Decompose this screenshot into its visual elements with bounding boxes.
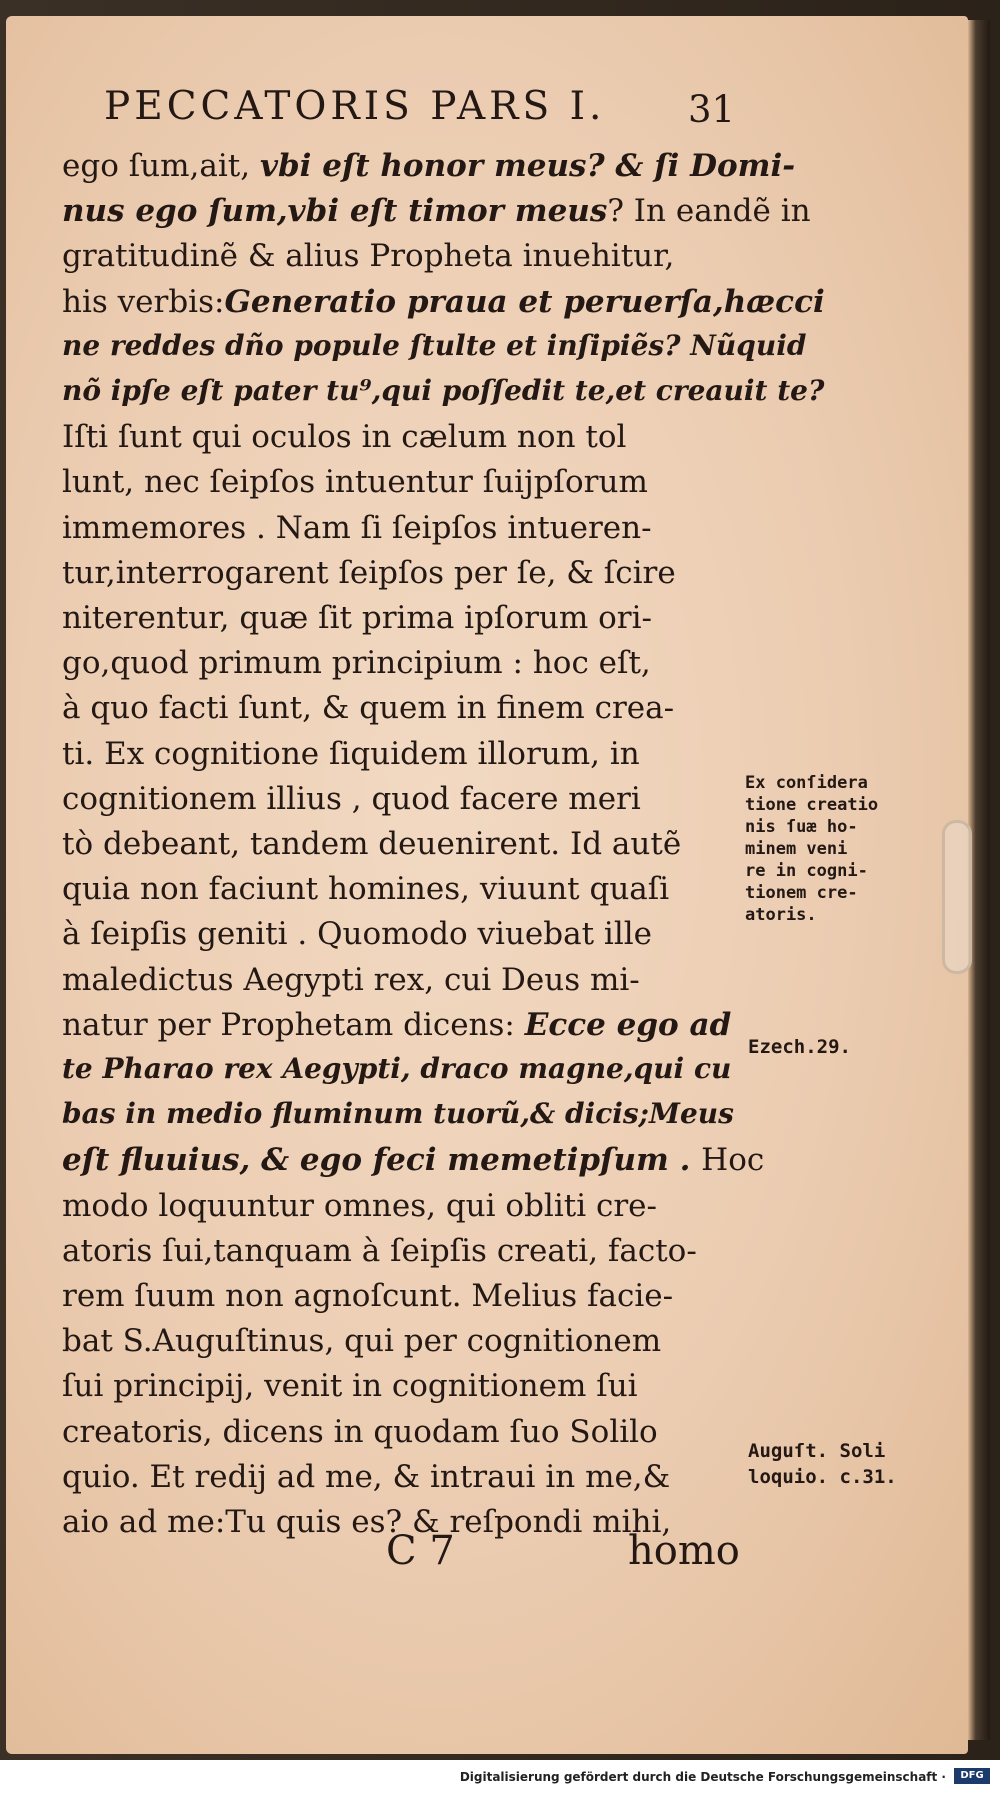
text-line xyxy=(62,871,669,907)
roman-segment: natur per Prophetam dicens: xyxy=(62,1006,525,1043)
roman-segment: atoris ſui,tanquam à ſeipſis creati, facto- xyxy=(62,1232,697,1269)
text-line xyxy=(62,510,652,546)
text-line xyxy=(62,1459,670,1495)
roman-segment: aio ad me:Tu quis es? & reſpondi mihi, xyxy=(62,1504,672,1540)
roman-segment: lunt, nec ſeipſos intuentur ſuijpſorum xyxy=(62,464,648,501)
italic-segment: vbi eſt honor meus? & ſi Domi- xyxy=(259,148,796,184)
text-line xyxy=(62,193,811,229)
text-line xyxy=(62,962,640,998)
text-line xyxy=(62,1323,661,1359)
text-line xyxy=(62,1233,697,1269)
roman-segment: quia non faciunt homines, viuunt quaſi xyxy=(62,871,670,908)
italic-segment: ne reddes dño popule ſtulte et inſipiẽs? Nũquid xyxy=(62,328,807,362)
text-line xyxy=(62,916,652,952)
text-line xyxy=(62,826,681,862)
running-title: PECCATORIS PARS I. xyxy=(104,84,606,129)
margin-note-line: Auguſt. Soli xyxy=(748,1440,886,1462)
text-line xyxy=(62,1188,657,1224)
text-line xyxy=(62,329,806,362)
roman-segment: Hoc xyxy=(701,1142,765,1179)
italic-segment: nus ego ſum,vbi eſt timor meus xyxy=(62,193,608,230)
text-line xyxy=(62,1278,673,1314)
text-line xyxy=(62,238,674,274)
text-line xyxy=(62,419,626,455)
roman-segment: niterentur, quæ ſit prima ipſorum ori- xyxy=(62,600,652,636)
footer-bar xyxy=(0,1760,1000,1796)
margin-note-ezech xyxy=(748,1036,851,1058)
margin-note-line: nis ſuæ ho- xyxy=(745,817,858,837)
roman-segment: à quo facti ſunt, & quem in finem crea- xyxy=(62,690,675,727)
margin-note-line: tionem cre- xyxy=(745,883,858,903)
text-line xyxy=(62,464,648,500)
text-line xyxy=(62,374,824,407)
page-number: 31 xyxy=(688,88,736,131)
signature-mark: C 7 xyxy=(386,1528,455,1574)
roman-segment: cognitionem illius , quod facere meri xyxy=(62,780,641,817)
margin-note-line: Ex conſidera xyxy=(745,773,868,793)
text-line xyxy=(62,555,676,591)
roman-segment: Iſti ſunt qui oculos in cælum non tol xyxy=(62,419,627,456)
roman-segment: gratitudinẽ & alius Propheta inuehitur, xyxy=(62,238,675,275)
roman-segment: quio. Et redij ad me, & intraui in me,& xyxy=(62,1458,671,1495)
italic-segment: nõ ipſe eſt pater tu⁹,qui poſſedit te,et creauit te? xyxy=(62,374,825,407)
text-line xyxy=(62,1142,764,1178)
roman-segment: maledictus Aegypti rex, cui Deus mi- xyxy=(62,961,640,998)
text-line xyxy=(62,690,674,726)
margin-note-august xyxy=(748,1438,897,1490)
margin-note-line: atoris. xyxy=(745,905,817,925)
text-line xyxy=(62,600,652,636)
text-line xyxy=(62,284,825,320)
italic-segment: eſt fluuius, & ego feci memetipſum . xyxy=(62,1142,702,1179)
roman-segment: creatoris, dicens in quodam ſuo Solilo xyxy=(62,1413,658,1450)
italic-segment: bas in medio fluminum tuorũ,& dicis;Meus xyxy=(62,1097,734,1131)
italic-segment: Ecce ego ad xyxy=(524,1006,732,1043)
dfg-logo: DFG xyxy=(954,1768,990,1784)
text-line xyxy=(62,645,651,681)
text-line xyxy=(62,1007,731,1043)
text-line xyxy=(62,1097,734,1130)
margin-note-consideratio xyxy=(745,772,878,926)
roman-segment: ti. Ex cognitione ſiquidem illorum, in xyxy=(62,735,640,772)
roman-segment: go,quod primum principium : hoc eſt, xyxy=(62,645,651,682)
italic-segment: te Pharao rex Aegypti, draco magne,qui cu xyxy=(62,1052,732,1085)
roman-segment: tur,interrogarent ſeipſos per ſe, & ſcire xyxy=(62,554,676,591)
text-line xyxy=(62,1052,731,1085)
roman-segment: tò debeant, tandem deuenirent. Id autẽ xyxy=(62,826,682,862)
roman-segment: à ſeipſis geniti . Quomodo viuebat ille xyxy=(62,916,652,953)
catchword: homo xyxy=(628,1528,740,1574)
text-line xyxy=(62,148,795,184)
text-line xyxy=(62,1504,671,1540)
margin-note-line: re in cogni- xyxy=(745,861,868,881)
text-line xyxy=(62,736,640,772)
footer-credit: Digitalisierung gefördert durch die Deutsche Forschungsgemeinschaft · xyxy=(459,1770,946,1784)
margin-note-line: loquio. c.31. xyxy=(748,1466,897,1488)
roman-segment: rem ſuum non agnoſcunt. Melius facie- xyxy=(62,1278,674,1314)
paper-clip xyxy=(942,820,972,974)
roman-segment: immemores . Nam ſi ſeipſos intueren- xyxy=(62,509,652,546)
roman-segment: modo loquuntur omnes, qui obliti cre- xyxy=(62,1187,657,1224)
roman-segment: bat S.Auguſtinus, qui per cognitionem xyxy=(62,1323,662,1360)
margin-note-line: minem veni xyxy=(745,839,848,859)
text-line xyxy=(62,1368,638,1404)
margin-note-line: tione creatio xyxy=(745,795,879,815)
italic-segment: Generatio praua et peruerſa,hæcci xyxy=(224,283,825,320)
margin-note-line: Ezech.29. xyxy=(748,1036,851,1058)
roman-segment: ſui principij, venit in cognitionem ſui xyxy=(62,1368,638,1405)
roman-segment: his verbis: xyxy=(62,283,225,320)
text-line xyxy=(62,781,641,817)
roman-segment: ? In eandẽ in xyxy=(607,193,811,230)
text-line xyxy=(62,1414,658,1450)
roman-segment: ego ſum,ait, xyxy=(62,148,260,184)
